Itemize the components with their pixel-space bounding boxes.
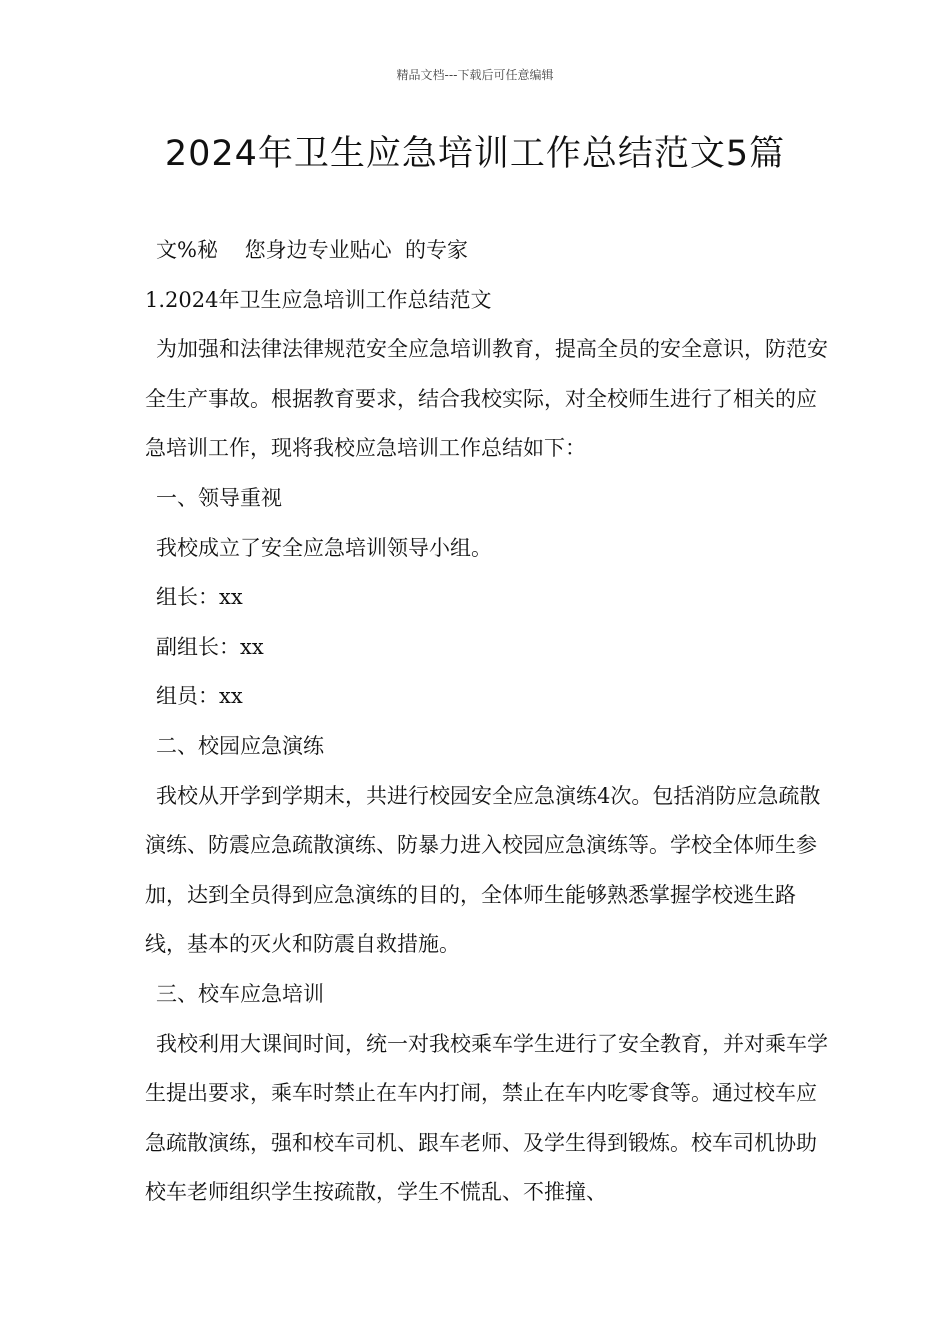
intro-paragraph: 为加强和法律法律规范安全应急培训教育，提高全员的安全意识，防范安全生产事故。根据教育要求，结合我校实际，对全校师生进行了相关的应急培训工作，现将我校应急培训工作总结如下： (145, 337, 828, 461)
document-title: 2024年卫生应急培训工作总结范文5篇 (164, 134, 786, 174)
section-heading-1: 1.2024年卫生应急培训工作总结范文 (145, 287, 492, 312)
heading-school-bus: 三、校车应急培训 (156, 981, 324, 1006)
heading-leadership: 一、领导重视 (156, 485, 282, 510)
deputy-leader-line: 副组长：xx (156, 634, 264, 659)
group-leader-line: 组长：xx (156, 585, 243, 610)
paragraph-leadership: 我校成立了安全应急培训领导小组。 (156, 535, 492, 560)
group-member-line: 组员：xx (156, 684, 243, 709)
heading-campus-drill: 二、校园应急演练 (156, 733, 324, 758)
page-header-note: 精品文档---下载后可任意编辑 (396, 68, 554, 82)
paragraph-campus-drill: 我校从开学到学期末，共进行校园安全应急演练4次。包括消防应急疏散演练、防震应急疏散演练、防暴力进入校园应急演练等。学校全体师生参加，达到全员得到应急演练的目的，全体师生能够熟悉掌握学校逃生路线，基本的灭火和防震自救措施。 (145, 783, 821, 957)
paragraph-school-bus: 我校利用大课间时间，统一对我校乘车学生进行了安全教育，并对乘车学生提出要求，乘车时禁止在车内打闹，禁止在车内吃零食等。通过校车应急疏散演练，强和校车司机、跟车老师、及学生得到锻炼。校车司机协助校车老师组织学生按疏散，学生不慌乱、不推撞、 (145, 1031, 828, 1205)
document-body (145, 226, 835, 1218)
tagline: 文%秘 您身边专业贴心 的专家 (156, 238, 469, 262)
